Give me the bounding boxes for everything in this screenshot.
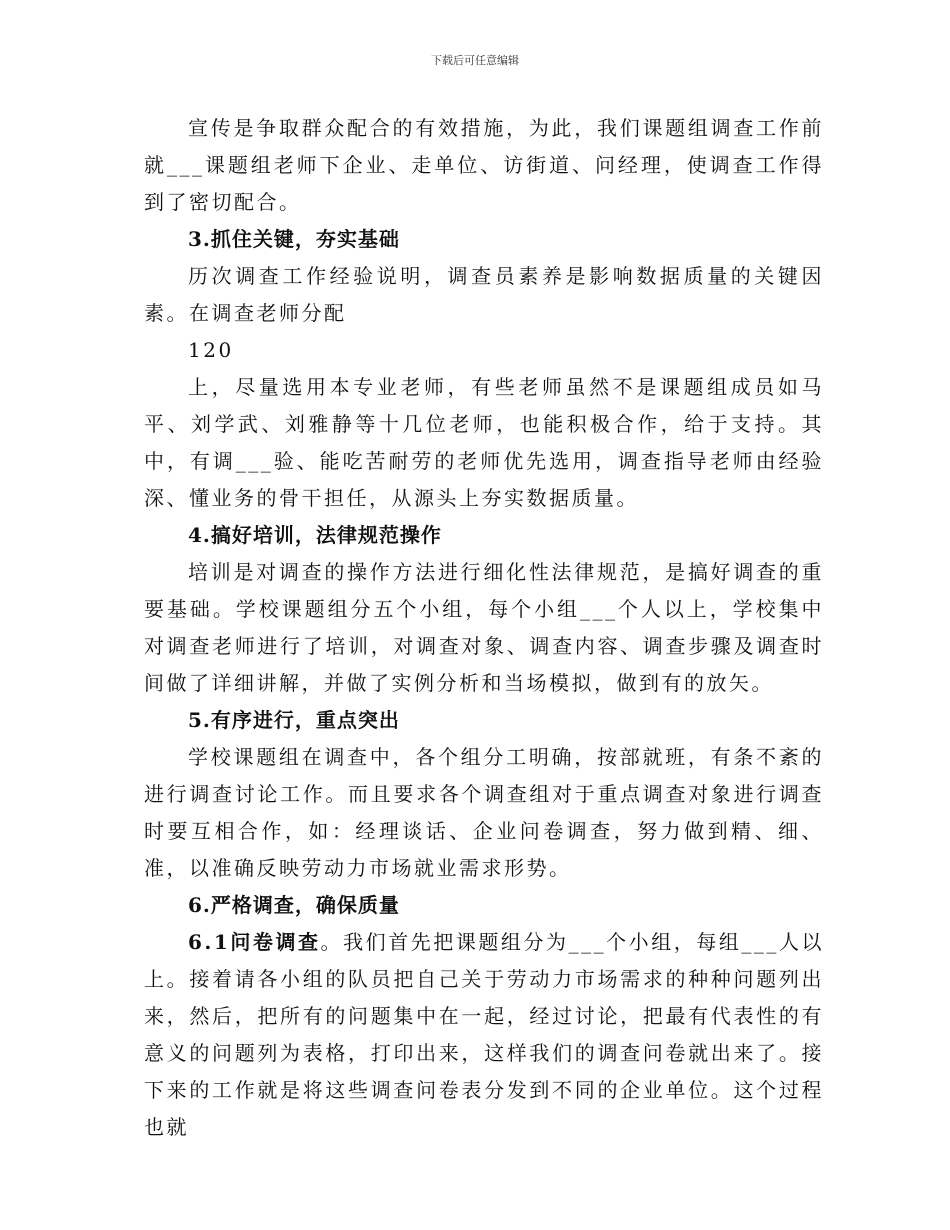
page-header: 下载后可任意编辑 [431,54,519,67]
page-number: 120 [188,338,234,362]
paragraph-orderly: 学校课题组在调查中，各个组分工明确，按部就班，有条不紊的进行调查讨论工作。而且要求各个调查组对于重点调查对象进行调查时要互相合作，如：经理谈话、企业问卷调查，努力做到精、细、准，以准确反映劳动力市场就业需求形势。 [144,745,824,880]
subheading-6-1: 6.1问卷调查 [188,930,321,954]
heading-section-5: 5.有序进行，重点突出 [188,708,400,732]
paragraph-publicity: 宣传是争取群众配合的有效措施，为此，我们课题组调查工作前就___课题组老师下企业、走单位、访街道、问经理，使调查工作得到了密切配合。 [144,116,824,214]
paragraph-experience: 历次调查工作经验说明，调查员素养是影响数据质量的关键因素。在调查老师分配 [144,264,824,325]
paragraph-training: 培训是对调查的操作方法进行细化性法律规范，是搞好调查的重要基础。学校课题组分五个小组，每个小组___个人以上，学校集中对调查老师进行了培训，对调查对象、调查内容、调查步骤及调查时间做了详细讲解，并做了实例分析和当场模拟，做到有的放矢。 [144,560,824,695]
heading-section-4: 4.搞好培训，法律规范操作 [188,523,442,547]
heading-section-6: 6.严格调查，确保质量 [188,893,400,917]
paragraph-questionnaire [144,924,824,1146]
paragraph-questionnaire-text: 。我们首先把课题组分为___个小组，每组___人以上。接着请各小组的队员把自己关于劳动力市场需求的种种问题列出来，然后，把所有的问题集中在一起，经过讨论，把最有代表性的有意义的问题列为表格，打印出来，这样我们的调查问卷就出来了。接下来的工作就是将这些调查问卷表分发到不同的企业单位。这个过程也就 [144,930,825,1139]
document-body [144,110,824,1146]
paragraph-teacher-selection: 上，尽量选用本专业老师，有些老师虽然不是课题组成员如马平、刘学武、刘雅静等十几位老师，也能积极合作，给于支持。其中，有调___验、能吃苦耐劳的老师优先选用，调查指导老师由经验深、懂业务的骨干担任，从源头上夯实数据质量。 [144,375,824,510]
heading-section-3: 3.抓住关键，夯实基础 [188,227,400,251]
